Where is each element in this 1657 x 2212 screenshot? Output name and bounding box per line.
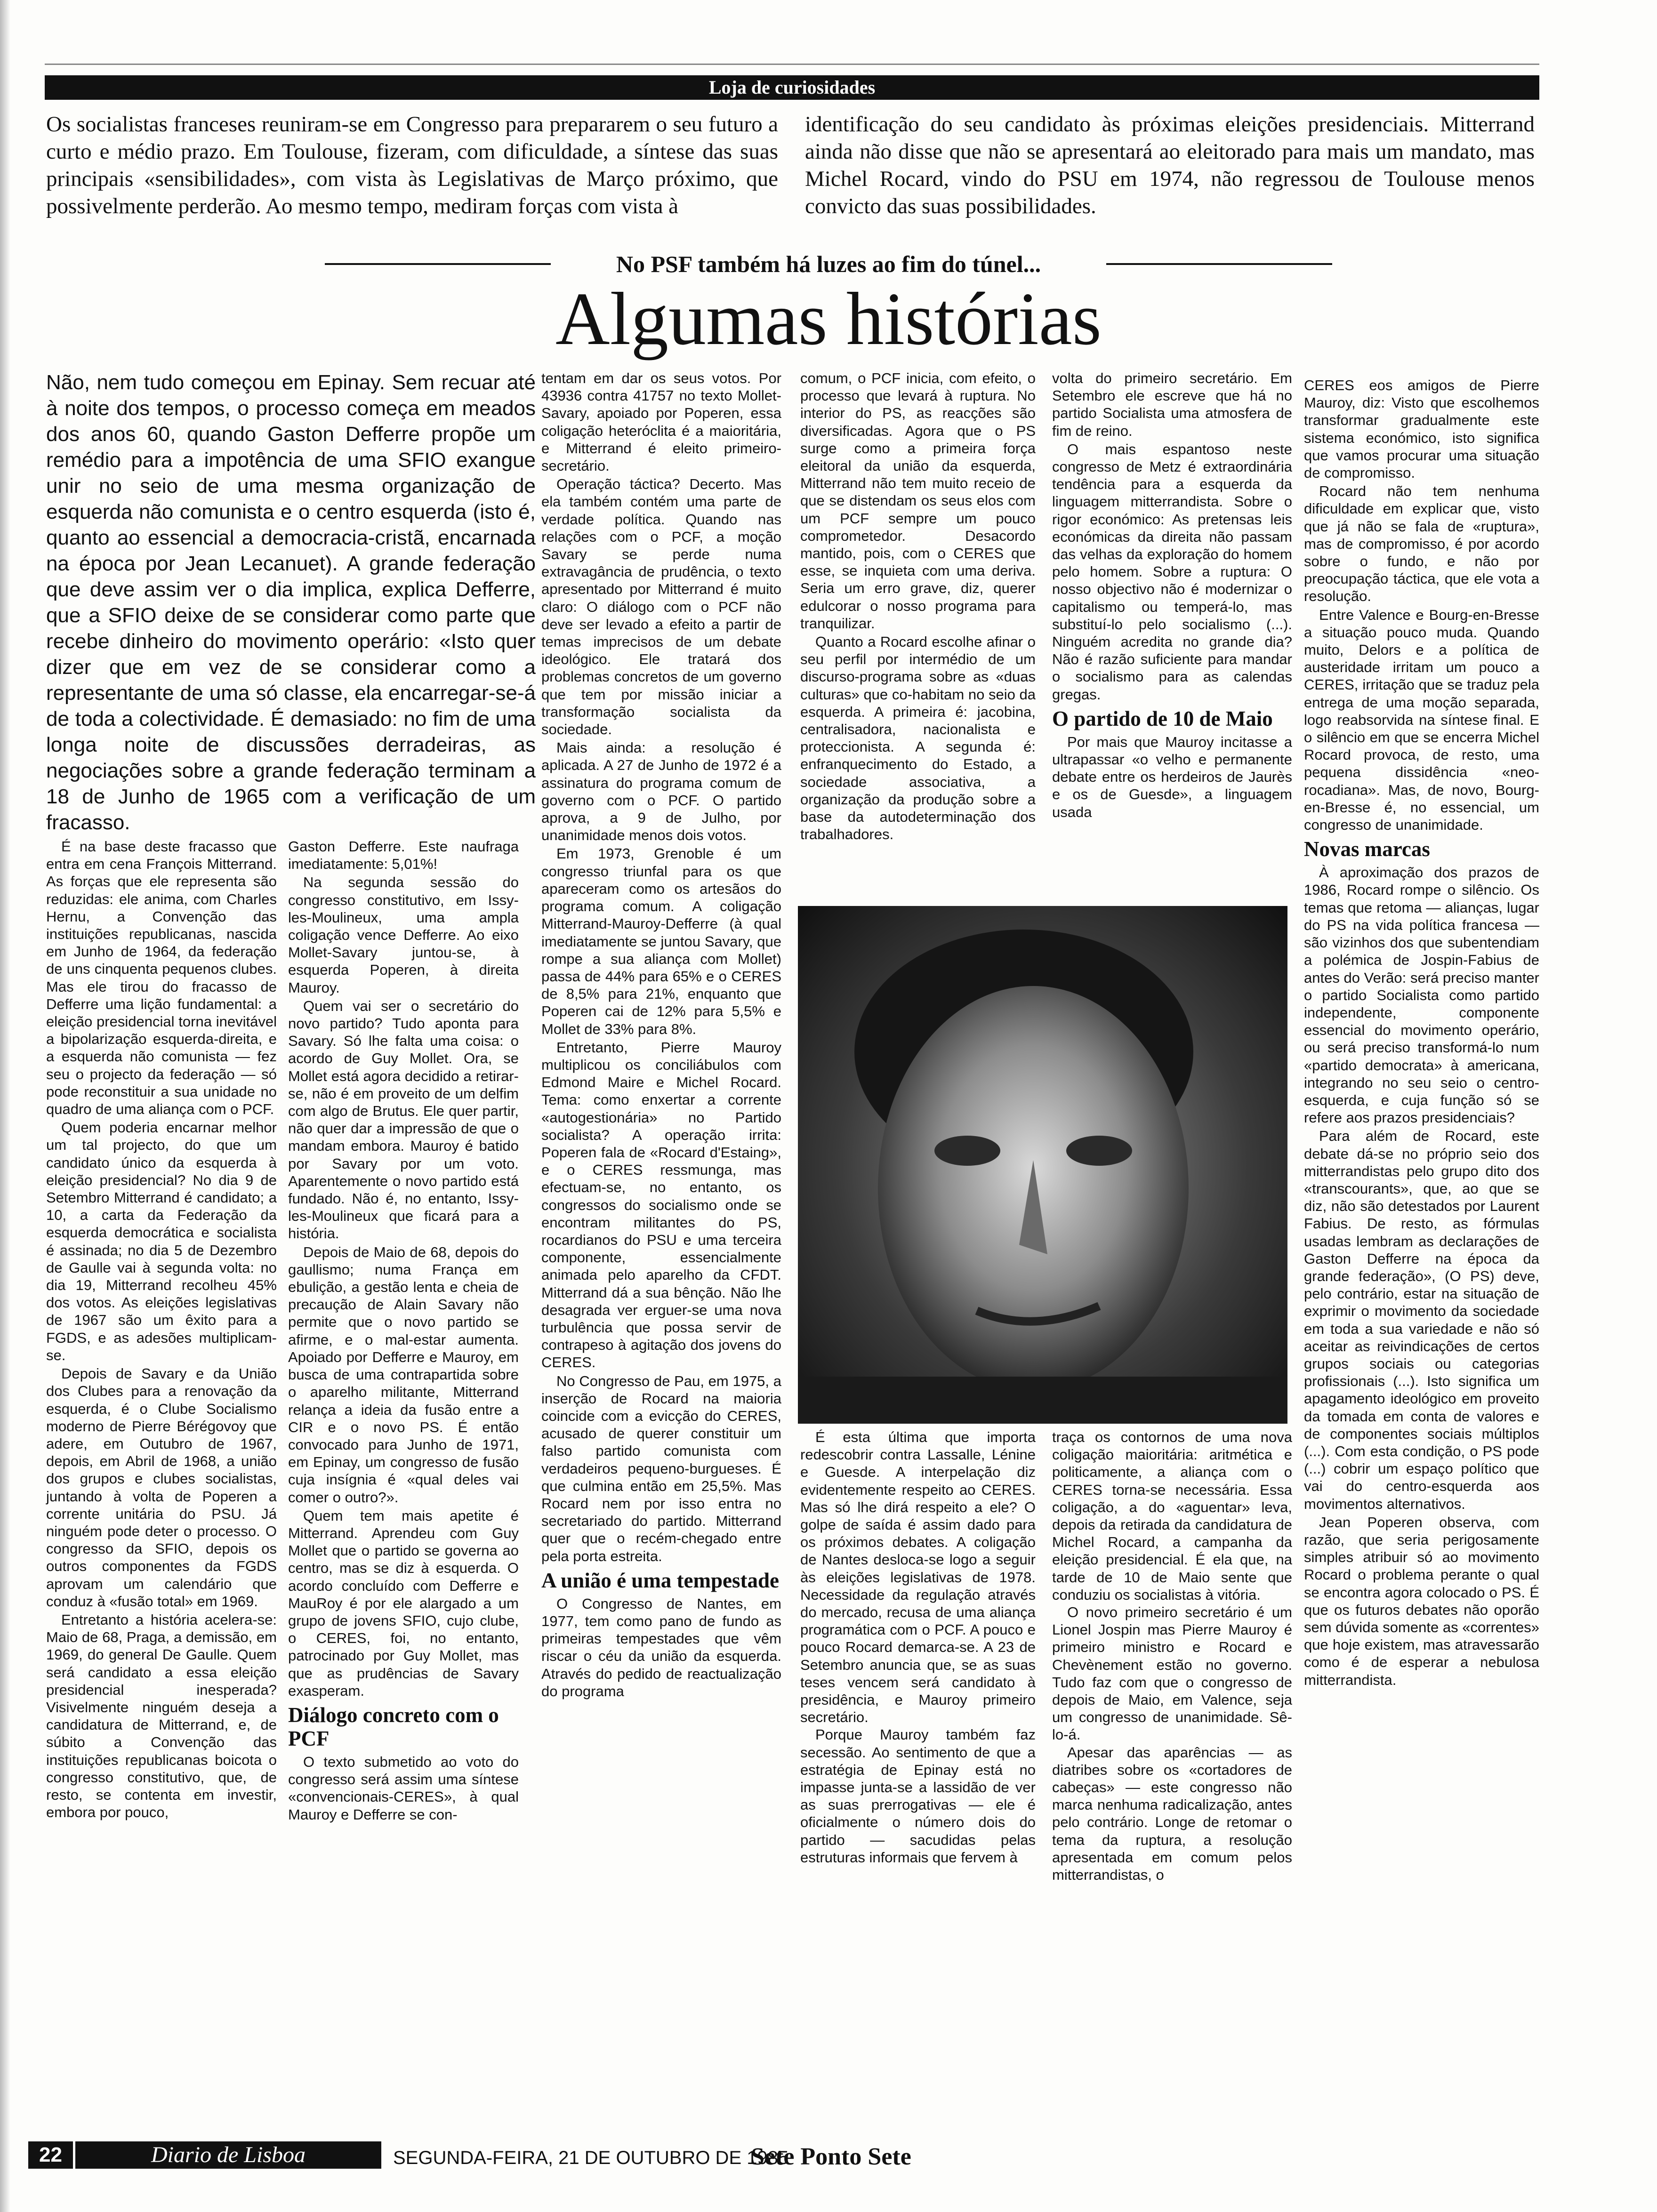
paragraph: volta do primeiro secretário. Em Setembro ele escreve que há no partido Socialista uma atmosfera de fim de reino. [1052, 370, 1292, 439]
paragraph: Depois de Maio de 68, depois do gaullismo; numa França em ebulição, a gestão lenta e cheia de precaução de Alain Savary não permite que o novo partido se afirme, e o mal-estar aumenta. Apoiado por Defferre e Mauroy, em busca de uma contrapartida sobre o aparelho militante, Mitterrand relança a ideia da fusão entre a CIR e o novo PS. É então convocado para Junho de 1971, em Epinay, um congresso de fusão cuja insígnia é «qual deles vai comer o outro?». [288, 1243, 519, 1506]
paragraph: Entretanto, Pierre Mauroy multiplicou os conciliábulos com Edmond Maire e Michel Rocard. Tema: como enxertar a corrente «autogestionária» no Partido socialista? A operação irrita: Poperen fala de «Rocard d'Estaing», e o CERES ressmunga, mas efectuam-se, no entanto, os congressos do socialismo onde se encontram militantes do PS, rocardianos do PSU e uma terceira componente, essencialmente animada pelo aparelho da CFDT. Mitterrand dá a sua bênção. Não lhe desagrada ver erguer-se uma nova turbulência que possa servir de contrapeso à agitação dos jovens do CERES. [541, 1039, 781, 1371]
page-footer [28, 2137, 970, 2174]
paragraph: À aproximação dos prazos de 1986, Rocard rompe o silêncio. Os temas que retoma — alianças, lugar do PS na vida política francesa — são vizinhos dos que subentendiam a polémica de Jospin-Fabius de antes do Verão: será preciso manter o partido Socialista como partido independente, componente essencial do movimento operário, ou será preciso transformá-lo num «partido democrata» à americana, integrando no seu seio o centro-esquerda, e cuja função só se refere aos prazos presidenciais? [1304, 864, 1539, 1126]
paragraph: Depois de Savary e da União dos Clubes para a renovação da esquerda, é o Clube Socialismo moderno de Pierre Bérégovoy que adere, em Outubro de 1967, depois, em Abril de 1968, a união dos grupos e clubes socialistas, juntando à volta de Poperen a corrente unitária do PSU. Já ninguém pode deter o processo. O congresso da SFIO, depois os outros componentes da FGDS aprovam um calendário que conduz à «fusão total» em 1969. [46, 1365, 277, 1610]
intro-paragraph: Não, nem tudo começou em Epinay. Sem recuar até à noite dos tempos, o processo começa em meados dos anos 60, quando Gaston Defferre propõe um remédio para a impotência de uma SFIO exangue unir no seio de uma mesma organização de esquerda não comunista e o centro esquerda (isto é, quanto ao essencial a democracia-cristã, encarnada na época por Jean Lecanuet). A grande federação que deve assim ver o dia implica, explica Defferre, que a SFIO deixe de se considerar como parte que recebe dinheiro do movimento operário: «Isto quer dizer que em vez de se considerar como a representante de uma só classe, ela encarregar-se-á de toda a colectividade. É demasiado: no fim de uma longa noite de discussões derradeiras, as negociações sobre a grande federação terminam a 18 de Junho de 1965 com a verificação de um fracasso. [46, 371, 536, 834]
paragraph: Na segunda sessão do congresso constitutivo, em Issy-les-Moulineux, uma ampla coligação vence Defferre. Ao eixo Mollet-Savary juntou-se, à esquerda Poperen, à direita Mauroy. [288, 874, 519, 996]
paragraph: Entretanto a história acelera-se: Maio de 68, Praga, a demissão, em 1969, do general De Gaulle. Quem será candidato a essa eleição presidencial inesperada? Visivelmente ninguém deseja a candidatura de Mitterrand, e, de súbito a Convenção das instituições republicanas boicota o congresso constitutivo, que, de resto, se contenta em investir, embora por pouco, [46, 1611, 277, 1821]
paragraph: O texto submetido ao voto do congresso será assim uma síntese «convencionais-CERES», à qual Mauroy e Defferre se con- [288, 1753, 519, 1823]
paragraph: Apesar das aparências — as diatribes sobre os «cortadores de cabeças» — este congresso não marca nenhuma radicalização, antes pelo contrário. Longe de retomar o tema da ruptura, a resolução apresentada em comum pelos mitterrandistas, o [1052, 1744, 1292, 1883]
article-column-5 [1052, 369, 1292, 822]
article-column-2 [288, 838, 519, 1824]
supplement-name: Sete Ponto Sete [751, 2143, 911, 2170]
issue-date: SEGUNDA-FEIRA, 21 DE OUTUBRO DE 1985 [393, 2148, 789, 2168]
kicker-row [325, 247, 1332, 280]
kicker-rule-left [325, 263, 551, 265]
subheading: O partido de 10 de Maio [1052, 706, 1273, 730]
paragraph: É na base deste fracasso que entra em cena François Mitterrand. As forças que ele representa são reduzidas: ele anima, com Charles Hernu, a Convenção das instituições republicanas, nascida em Junho de 1964, da federação de uns cinquenta pequenos clubes. Mas ele tirou do fracasso de Defferre uma lição fundamental: a eleição presidencial torna inevitável a bipolarização esquerda-direita, e a esquerda não comunista — fez seu o projecto da federação — só pode reconstituir a sua unidade no quadro de uma aliança com o PCF. [46, 838, 277, 1118]
kicker-rule-right [1106, 263, 1332, 265]
paragraph: comum, o PCF inicia, com efeito, o processo que levará à ruptura. No interior do PS, as reacções são diversificadas. Agora que o PS surge como a primeira força eleitoral da união da esquerda, Mitterrand não tem muito receio de que se distendam os seus elos com um PCF sempre um pouco comprometedor. Desacordo mantido, pois, com o CERES que esse, se inquieta com uma deriva. Seria um erro grave, diz, querer edulcorar o nosso programa para tranquilizar. [800, 370, 1036, 632]
paragraph: Quem vai ser o secretário do novo partido? Tudo aponta para Savary. Só lhe falta uma coisa: o acordo de Guy Mollet. Ora, se Mollet está agora decidido a retirar-se, não é em proveito de um delfim com algo de Brutus. Ele quer partir, não quer dar a impressão de que o mandam embora. Mauroy é batido por Savary por um voto. Aparentemente o novo partido está fundado. Não é, no entanto, Issy-les-Moulineux que ficará para a história. [288, 997, 519, 1242]
paragraph: traça os contornos de uma nova coligação maioritária: aritmética e politicamente, a aliança com o CERES torna-se necessária. Essa coligação, a do «aguentar» leva, depois da retirada da candidatura de Michel Rocard, a campanha da eleição presidencial. É ela que, na tarde de 10 de Maio sente que conduziu os socialistas à vitória. [1052, 1429, 1292, 1603]
paragraph: Por mais que Mauroy incitasse a ultrapassar «o velho e permanente debate entre os herdeiros de Jaurès e os de Guesde», a linguagem usada [1052, 733, 1292, 820]
paragraph: Quem poderia encarnar melhor um tal projecto, do que um candidato único da esquerda à eleição presidencial? No dia 9 de Setembro Mitterrand é candidato; a 10, a carta da Federação da esquerda democrática e socialista é assinada; no dia 5 de Dezembro de Gaulle vai à segunda volta: no dia 19, Mitterrand recolheu 45% dos votos. As eleições legislativas de 1967 são um êxito para a FGDS, e as adesões multiplicam-se. [46, 1119, 277, 1363]
paragraph: Operação táctica? Decerto. Mas ela também contém uma parte de verdade política. Quando nas relações com o PCF, a moção Savary se perde numa extravagância de prudência, o texto apresentado por Mitterrand é muito claro: O diálogo com o PCF não deve ser levado a efeito a partir de temas imprecisos de um debate ideológico. Ele tratará dos problemas concretos de um governo que tem por missão iniciar a transformação socialista da sociedade. [541, 476, 781, 738]
paragraph: Porque Mauroy também faz secessão. Ao sentimento de que a estratégia de Epinay está no impasse junta-se a lassidão de ver as suas prerrogativas — ele é oficialmente o número dois do partido — sacudidas pelas estruturas informais que fervem à [800, 1726, 1036, 1866]
article-column-4-bottom [800, 1428, 1036, 1866]
headline: Algumas histórias [555, 277, 1102, 361]
top-rule [45, 64, 1539, 65]
paragraph: Entre Valence e Bourg-en-Bresse a situação pouco muda. Quando muito, Delors e a política de austeridade irritam um pouco a CERES, irritação que se traduz pela entrega de uma moção separada, logo reabsorvida na síntese final. E o silêncio em que se encerra Michel Rocard provoca, de resto, uma pequena dissidência «neo-rocadiana». Mas, de novo, Bourg-en-Bresse é, no essencial, um congresso de unanimidade. [1304, 606, 1539, 834]
lead-paragraph-right: identificação do seu candidato às próximas eleições presidenciais. Mitterrand ainda não disse que não se apresentará ao eleitorado para mais um mandato, mas Michel Rocard, vindo do PSU em 1974, não regressou de Toulouse menos convicto das suas possibilidades. [805, 112, 1535, 218]
kicker: No PSF também há luzes ao fim do túnel... [616, 251, 1041, 277]
paragraph: Mais ainda: a resolução é aplicada. A 27 de Junho de 1972 é a assinatura do programa comum de governo com o PCF. O partido aprova, a 9 de Julho, por unanimidade menos dois votos. [541, 739, 781, 844]
paragraph: Para além de Rocard, este debate dá-se no próprio seio dos mitterrandistas pelo grupo dito dos «transcourants», que, ao que se diz, não são detestados por Laurent Fabius. De resto, as fórmulas usadas lembram as declarações de Gaston Defferre na época da grande federação», (O PS) deve, pelo contrário, estar na situação de exprimir o movimento da sociedade em toda a sua variedade e não só aceitar as reivindicações de certos grupos sociais ou categorias profissionais (...). Isto significa um apagamento ideológico em proveito da tomada em conta de valores e de componentes sociais múltiplos (...). Com esta condição, o PS pode (...) cobrir um espaço político que vai do centro-esquerda aos movimentos alternativos. [1304, 1128, 1539, 1512]
paragraph: O novo primeiro secretário é um Lionel Jospin mas Pierre Mauroy é primeiro ministro e Rocard e Chevènement estão no governo. Tudo faz com que o congresso de depois de Maio, em Valence, seja um congresso de unanimidade. Sê-lo-á. [1052, 1604, 1292, 1743]
paragraph: É esta última que importa redescobrir contra Lassalle, Lénine e Guesde. A interpelação diz evidentemente respeito ao CERES. Mas só lhe dirá respeito a ele? O golpe de saída é assim dado para os próximos debates. A coligação de Nantes desloca-se logo a seguir às eleições legislativas de 1978. Necessidade da regulação através do mercado, recusa de uma aliança programática com o PCF. A pouco e pouco Rocard demarca-se. A 23 de Setembro anuncia que, se as suas teses vencem será candidato à presidência, e Mauroy primeiro secretário. [800, 1429, 1036, 1726]
article-column-3 [541, 369, 781, 1701]
subheading: A união é uma tempestade [541, 1568, 779, 1592]
paragraph: No Congresso de Pau, em 1975, a inserção de Rocard na maioria coincide com a evicção do CERES, acusado de querer constituir um falso partido comunista com verdadeiros pequeno-burgueses. É que culmina então em 25,5%. Mas Rocard nem por isso entra no secretariado do partido. Mitterrand quer que o recém-chegado entre pela porta estreita. [541, 1372, 781, 1564]
article-column-6 [1304, 377, 1539, 1690]
subheading: Diálogo concreto com o PCF [288, 1703, 499, 1750]
paragraph: tentam em dar os seus votos. Por 43936 contra 41757 no texto Mollet-Savary, apoiado por Poperen, essa coligação heteróclita é a maioritária, e Mitterrand é eleito primeiro-secretário. [541, 370, 781, 474]
paragraph: Quanto a Rocard escolhe afinar o seu perfil por intermédio de um discurso-programa sobre as «duas culturas» que co-habitam no seio da esquerda. A primeira é: jacobina, centralisadora, nacionalista e proteccionista. A segunda é: enfranquecimento do Estado, a sociedade associativa, a organização da produção sobre a base da autodeterminação dos trabalhadores. [800, 633, 1036, 843]
paragraph: Rocard não tem nenhuma dificuldade em explicar que, visto que já não se fala de «ruptura», mas de compromisso, é por acordo sobre o fundo, e não por preocupação táctica, que ele vota a resolução. [1304, 483, 1539, 605]
paragraph: Jean Poperen observa, com razão, que seria perigosamente simples atribuir só ao movimento Rocard o problema perante o qual se encontra agora colocado o PS. É que os futuros debates não oporão sem dúvida somente as «correntes» que hoje existem, mas atravessarão como é de esperar a nebulosa mitterrandista. [1304, 1514, 1539, 1688]
paragraph: O mais espantoso neste congresso de Metz é extraordinária tendência para a esquerda da linguagem mitterrandista. Sobre o rigor económico: As pretensas leis económicas da direita não passam das velhas da exploração do homem pelo homem. Sobre a ruptura: O nosso objectivo não é modernizar o capitalismo ou temperá-lo, mas substituí-lo pelo socialismo (...). Ninguém acredita no grande dia? Não é razão suficiente para mandar o socialismo para as calendas gregas. [1052, 441, 1292, 703]
paragraph: O Congresso de Nantes, em 1977, tem como pano de fundo as primeiras tempestades que vêm riscar o céu da união da esquerda. Através do pedido de reactualização do programa [541, 1595, 781, 1699]
paragraph: Quem tem mais apetite é Mitterrand. Aprendeu com Guy Mollet que o partido se governa ao centro, mas se diz à esquerda. O acordo concluído com Defferre e MauRoy é por ele alargado a um grupo de jovens SFIO, cujo clube, o CERES, foi, no entanto, patrocinado por Guy Mollet, mas que as prudências de Savary exasperam. [288, 1507, 519, 1699]
paragraph: Em 1973, Grenoble é um congresso triunfal para os que apareceram como os artesãos do programa comum. A coligação Mitterrand-Mauroy-Defferre (à qual imediatamente se juntou Savary, que rompe a sua aliança com Mollet) passa de 44% para 65% e o CERES de 8,5% para 21%, enquanto que Poperen cai de 12% para 5,5% e Mollet de 33% para 8%. [541, 845, 781, 1037]
subheading: Novas marcas [1304, 837, 1430, 861]
paragraph: CERES eos amigos de Pierre Mauroy, diz: Visto que escolhemos transformar gradualmente este sistema económico, isto significa que vamos procurar uma situação de compromisso. [1304, 377, 1539, 481]
page-spine-shadow [0, 0, 10, 2212]
newspaper-name: Diario de Lisboa [75, 2141, 381, 2169]
lead-paragraph-left: Os socialistas franceses reuniram-se em Congresso para prepararem o seu futuro a curto e médio prazo. Em Toulouse, fizeram, com dificuldade, a síntese das suas principais «sensibilidades», com vista às Legislativas de Março próximo, que possivelmente perderão. Ao mesmo tempo, mediram forças com vista à [46, 112, 778, 218]
portrait-photo [798, 906, 1287, 1424]
page-number: 22 [28, 2141, 73, 2169]
section-banner: Loja de curiosidades [45, 75, 1539, 100]
article-column-1 [46, 838, 277, 1822]
paragraph: Gaston Defferre. Este naufraga imediatamente: 5,01%! [288, 838, 519, 873]
article-column-4 [800, 369, 1036, 844]
article-column-5-bottom [1052, 1428, 1292, 1883]
